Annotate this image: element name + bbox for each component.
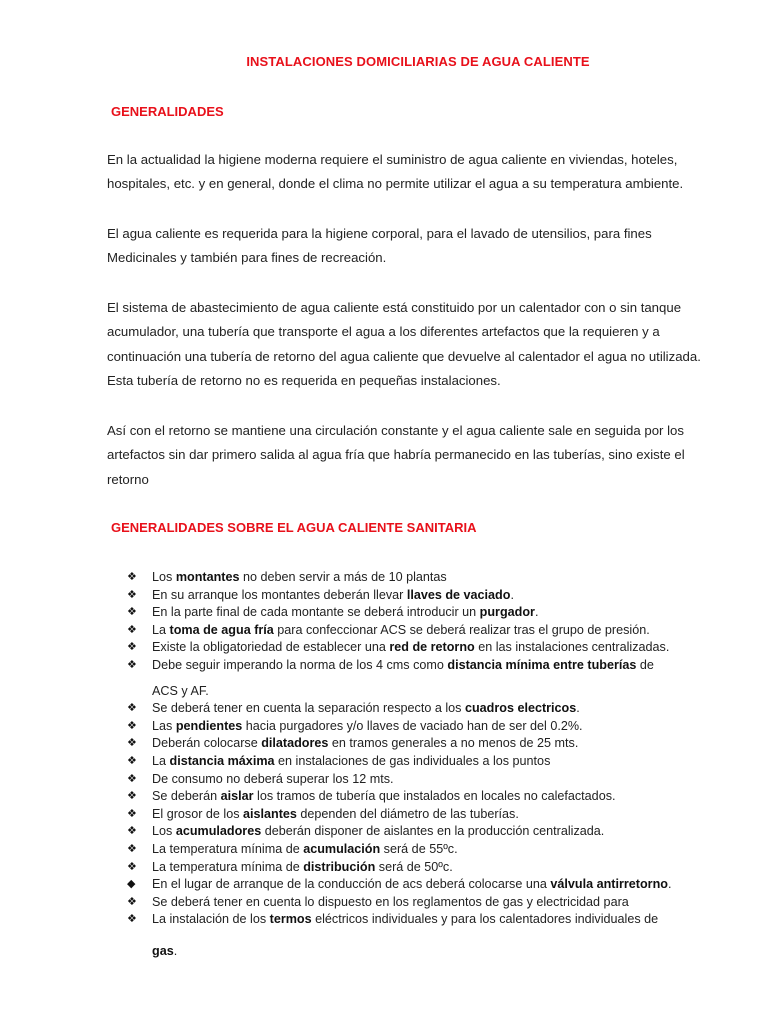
bullet-bold-term: acumuladores <box>175 824 262 839</box>
bullet-text <box>152 639 669 657</box>
bullet-diamond-icon: ❖ <box>127 606 137 619</box>
bullet-text <box>152 911 658 960</box>
bullet-text <box>152 735 578 753</box>
bullet-bold-term: purgador <box>479 605 535 620</box>
bullet-text-part: . <box>173 943 178 958</box>
bullet-text-part: . <box>510 587 514 602</box>
bullet-diamond-icon: ❖ <box>127 702 137 715</box>
bullet-bold-term: gas <box>152 943 174 958</box>
bullet-text-part: será de 55ºc. <box>380 841 458 856</box>
bullet-item <box>127 657 747 700</box>
bullet-text-part: en instalaciones de gas individuales a los puntos <box>274 753 551 768</box>
bullet-text-part: eléctricos individuales y para los calentadores individuales de <box>311 912 659 927</box>
paragraph-line: El agua caliente es requerida para la higiene corporal, para el lavado de utensilios, para fines <box>107 226 652 241</box>
bullet-continuation: ACS y AF. <box>152 683 209 698</box>
bullet-text <box>152 771 394 789</box>
bullet-text-part: los tramos de tubería que instalados en locales no calefactados. <box>253 789 616 804</box>
bullet-diamond-icon: ❖ <box>127 754 137 767</box>
bullet-text-part: En su arranque los montantes deberán llevar <box>152 587 407 602</box>
bullet-bold-term: acumulación <box>303 841 381 856</box>
paragraph-line: Medicinales y también para fines de recreación. <box>107 250 387 266</box>
bullet-text-part: Debe seguir imperando la norma de los 4 cms como <box>152 657 448 672</box>
bullet-diamond-icon: ❖ <box>127 860 137 873</box>
bullet-bold-term: válvula antirretorno <box>550 877 668 892</box>
bullet-text-part: La <box>152 622 170 637</box>
bullet-text-part: La temperatura mínima de <box>152 859 304 874</box>
bullet-item <box>127 700 747 718</box>
section-heading-agua-caliente-sanitaria: GENERALIDADES SOBRE EL AGUA CALIENTE SANITARIA <box>111 520 477 535</box>
bullet-bold-term: pendientes <box>175 718 243 733</box>
bullet-item <box>127 788 747 806</box>
bullet-text <box>152 823 604 841</box>
bullet-text <box>152 657 654 700</box>
bullet-diamond-icon: ◆ <box>127 878 136 891</box>
bullet-diamond-icon: ❖ <box>127 790 137 803</box>
bullet-text-part: La instalación de los <box>152 912 270 927</box>
bullet-text <box>152 718 583 736</box>
bullet-item <box>127 569 747 587</box>
bullet-text <box>152 859 453 877</box>
paragraph-3 <box>107 296 737 393</box>
bullet-continuation <box>152 943 658 961</box>
bullet-item <box>127 841 747 859</box>
bullet-text <box>152 876 671 894</box>
bullet-text-part: En el lugar de arranque de la conducción de acs deberá colocarse una <box>152 877 551 892</box>
bullet-diamond-icon: ❖ <box>127 737 137 750</box>
bullet-text-part: Deberán colocarse <box>152 736 262 751</box>
bullet-text-part: Los <box>152 824 176 839</box>
bullet-text-part: El grosor de los <box>152 806 243 821</box>
bullet-item <box>127 718 747 736</box>
paragraph-line: En la actualidad la higiene moderna requiere el suministro de agua caliente en viviendas, hoteles, <box>107 152 678 167</box>
bullet-item <box>127 806 747 824</box>
paragraph-1 <box>107 148 737 197</box>
bullet-diamond-icon: ❖ <box>127 825 137 838</box>
paragraph-line: El sistema de abastecimiento de agua caliente está constituido por un calentador con o sin tanque <box>107 300 682 315</box>
paragraph-line: continuación una tubería de retorno del agua caliente que devuelve al calentador el agua no utilizada. <box>107 348 701 364</box>
bullet-text-part: en las instalaciones centralizadas. <box>474 640 670 655</box>
bullet-bold-term: dilatadores <box>261 736 329 751</box>
paragraph-4 <box>107 419 737 492</box>
bullet-text-part: para confeccionar ACS se deberá realizar tras el grupo de presión. <box>273 622 650 637</box>
paragraph-line: Así con el retorno se mantiene una circulación constante y el agua caliente sale en seguida por los <box>107 423 684 438</box>
bullet-item <box>127 911 747 960</box>
bullet-diamond-icon: ❖ <box>127 588 137 601</box>
bullet-diamond-icon: ❖ <box>127 772 137 785</box>
bullet-item <box>127 859 747 877</box>
bullet-text-part: . <box>534 605 539 620</box>
bullet-text-part: hacia purgadores y/o llaves de vaciado han de ser del 0.2%. <box>242 718 583 733</box>
bullet-bold-term: distribución <box>303 859 376 874</box>
bullet-bold-term: aislantes <box>243 806 297 821</box>
bullet-text <box>152 753 550 771</box>
bullet-text <box>152 788 616 806</box>
paragraph-line: Esta tubería de retorno no es requerida en pequeñas instalaciones. <box>107 372 501 388</box>
bullet-text-part: no deben servir a más de 10 plantas <box>239 570 447 584</box>
bullet-text-part: De consumo no deberá superar los 12 mts. <box>152 771 394 786</box>
bullet-text-part: dependen del diámetro de las tuberías. <box>296 806 519 821</box>
bullet-item <box>127 771 747 789</box>
bullet-diamond-icon: ❖ <box>127 895 137 908</box>
bullet-text-part: Se deberá tener en cuenta lo dispuesto en los reglamentos de gas y electricidad para <box>152 894 629 909</box>
bullet-item <box>127 823 747 841</box>
bullet-bold-term: montantes <box>175 570 240 584</box>
bullet-item <box>127 622 747 640</box>
bullet-text <box>152 894 629 912</box>
bullet-item <box>127 735 747 753</box>
paragraph-2 <box>107 222 737 271</box>
bullet-bold-term: llaves de vaciado <box>406 587 511 602</box>
section-heading-generalidades: GENERALIDADES <box>111 104 224 119</box>
bullet-item <box>127 587 747 605</box>
bullet-diamond-icon: ❖ <box>127 719 137 732</box>
bullet-diamond-icon: ❖ <box>127 658 137 671</box>
bullet-item <box>127 876 747 894</box>
paragraph-line: artefactos sin dar primero salida al agua fría que habría permanecido en las tuberías, sino existe el <box>107 447 685 463</box>
bullet-bold-term: distancia mínima entre tuberías <box>447 657 637 672</box>
bullet-text-part: Existe la obligatoriedad de establecer una <box>152 640 390 655</box>
paragraph-line: retorno <box>107 471 149 487</box>
bullet-bold-term: red de retorno <box>389 640 475 655</box>
bullet-diamond-icon: ❖ <box>127 623 137 636</box>
bullet-text-part: En la parte final de cada montante se deberá introducir un <box>152 605 480 620</box>
bullet-text-part: Los <box>152 570 176 584</box>
bullet-text-part: La <box>152 753 170 768</box>
document-title: INSTALACIONES DOMICILIARIAS DE AGUA CALIENTE <box>246 54 590 69</box>
bullet-list <box>127 569 747 960</box>
bullet-text-part: Se deberá tener en cuenta la separación respecto a los <box>152 701 465 716</box>
bullet-diamond-icon: ❖ <box>127 913 137 926</box>
bullet-text-part: La temperatura mínima de <box>152 841 304 856</box>
bullet-diamond-icon: ❖ <box>127 807 137 820</box>
bullet-text-part: de <box>636 657 654 672</box>
paragraph-line: hospitales, etc. y en general, donde el clima no permite utilizar el agua a su temperatura ambiente. <box>107 176 684 192</box>
bullet-bold-term: distancia máxima <box>169 753 275 768</box>
bullet-item <box>127 604 747 622</box>
bullet-diamond-icon: ❖ <box>127 571 137 583</box>
bullet-bold-term: cuadros electricos <box>464 701 577 716</box>
bullet-text-part: Las <box>152 718 176 733</box>
bullet-text-part: en tramos generales a no menos de 25 mts. <box>328 736 579 751</box>
bullet-text <box>152 700 580 718</box>
bullet-text <box>152 604 538 622</box>
bullet-text-part: . <box>576 701 580 716</box>
bullet-item <box>127 753 747 771</box>
bullet-item <box>127 894 747 912</box>
bullet-text <box>152 806 519 824</box>
bullet-text-part: . <box>667 877 672 892</box>
bullet-text <box>152 622 650 640</box>
bullet-diamond-icon: ❖ <box>127 842 137 855</box>
bullet-bold-term: aislar <box>220 789 254 804</box>
bullet-bold-term: toma de agua fría <box>169 622 274 637</box>
bullet-text <box>152 569 447 587</box>
bullet-text-part: Se deberán <box>152 789 221 804</box>
bullet-text-part: será de 50ºc. <box>375 859 453 874</box>
bullet-bold-term: termos <box>269 912 312 927</box>
bullet-text-part: deberán disponer de aislantes en la producción centralizada. <box>261 824 605 839</box>
paragraph-line: acumulador, una tubería que transporte el agua a los diferentes artefactos que la requieren y a <box>107 324 660 340</box>
bullet-text <box>152 841 458 859</box>
bullet-item <box>127 639 747 657</box>
bullet-text <box>152 587 514 605</box>
bullet-diamond-icon: ❖ <box>127 641 137 654</box>
